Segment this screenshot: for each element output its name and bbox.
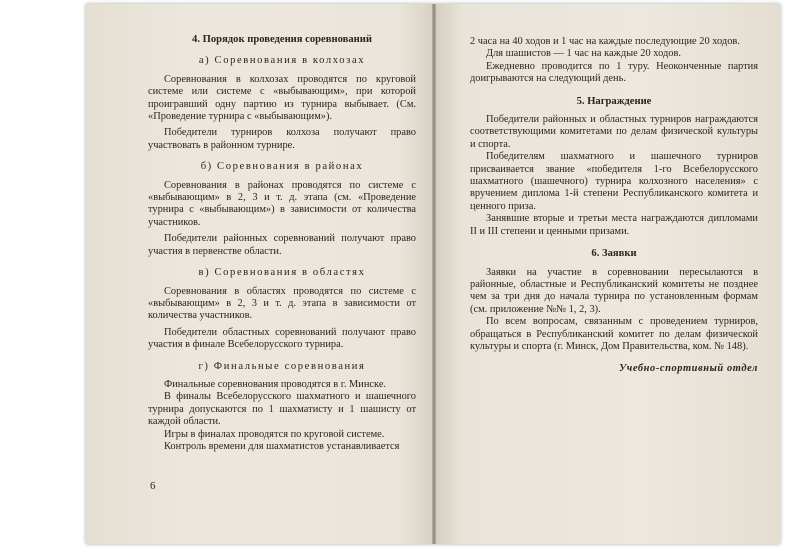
- section-5-paragraph-2: Победителям шахматного и шашечного турниров присваивается звание «победителя 1-го Всебелорусского шахматного (шашечного) турнира колхозного населения» с вручением диплома 1-й степени Республиканского комитета и ценного приза.: [470, 151, 758, 212]
- section-5-heading: 5. Награждение: [576, 95, 652, 107]
- right-page-text: [470, 36, 758, 376]
- continued-paragraph-1: 2 часа на 40 ходов и 1 час на каждые последующие 20 ходов.: [470, 36, 740, 47]
- section-b-paragraph-1: Соревнования в районах проводятся по системе с «выбывающим» в 2, 3 и т. д. этапа (см. «Проведение турнира с «выбывающим») в зависимости от количества участников.: [148, 179, 416, 228]
- section-c-title: в) Соревнования в областях: [198, 267, 366, 279]
- section-6-paragraph-1: Заявки на участие в соревновании пересылаются в районные, областные и Республиканский комитеты не позднее чем за три дня до начала турнира по установленным формам (см. приложение №№ 1, 2, 3).: [470, 266, 758, 315]
- continued-paragraph-2: Для шашистов — 1 час на каждые 20 ходов.: [486, 48, 681, 60]
- booklet-spread: [86, 4, 780, 544]
- section-c-paragraph-1: Соревнования в областях проводятся по системе с «выбывающим» в 2, 3 и т. д. этапа в зависимости от количества участников.: [148, 285, 416, 322]
- section-d-title: г) Финальные соревнования: [198, 360, 366, 372]
- left-page: [86, 4, 432, 544]
- section-d-paragraph-1: Финальные соревнования проводятся в г. Минске.: [164, 378, 387, 390]
- continued-paragraph-3: Ежедневно проводится по 1 туру. Неоконченные партия доигрываются на следующий день.: [470, 60, 758, 85]
- page-number: 6: [150, 480, 156, 492]
- section-5-paragraph-1: Победители районных и областных турниров награждаются соответствующими комитетами по делам физической культуры и спорта.: [470, 114, 758, 150]
- section-d-paragraph-3: Игры в финалах проводятся по круговой системе.: [164, 428, 385, 440]
- section-d-paragraph-4: Контроль времени для шахматистов устанавливается: [164, 440, 400, 452]
- right-page: [436, 4, 780, 544]
- section-a-paragraph-2: Победители турниров колхоза получают право участвовать в районном турнире.: [148, 127, 416, 151]
- section-a-paragraph-1: Соревнования в колхозах проводятся по круговой системе или системе с «выбывающим», при которой проигравший одну партию из турнира выбывает. (См. «Проведение турнира с «выбывающим»).: [148, 73, 416, 123]
- section-5-paragraph-3: Занявшие вторые и третьи места награждаются дипломами II и III степени и ценными призами.: [470, 213, 758, 237]
- section-b-title: б) Соревнования в районах: [200, 161, 364, 173]
- left-page-text: [148, 34, 416, 453]
- section-4-heading: 4. Порядок проведения соревнований: [192, 34, 372, 45]
- signature: Учебно-спортивный отдел: [618, 363, 758, 375]
- section-c-paragraph-2: Победители областных соревнований получают право участия в финале Всебелорусского турнира.: [148, 326, 416, 351]
- section-6-paragraph-2: По всем вопросам, связанным с проведением турниров, обращаться в Республиканский комитет по делам физической культуры и спорта (г. Минск, Дом Правительства, ком. № 148).: [470, 316, 758, 352]
- section-d-paragraph-2: В финалы Всебелорусского шахматного и шашечного турнира допускаются по 1 шахматисту и 1 шашисту от каждой области.: [148, 391, 416, 428]
- section-6-heading: 6. Заявки: [591, 248, 637, 260]
- section-b-paragraph-2: Победители районных соревнований получают право участия в первенстве области.: [148, 233, 416, 257]
- section-a-title: а) Соревнования в колхозах: [198, 55, 366, 67]
